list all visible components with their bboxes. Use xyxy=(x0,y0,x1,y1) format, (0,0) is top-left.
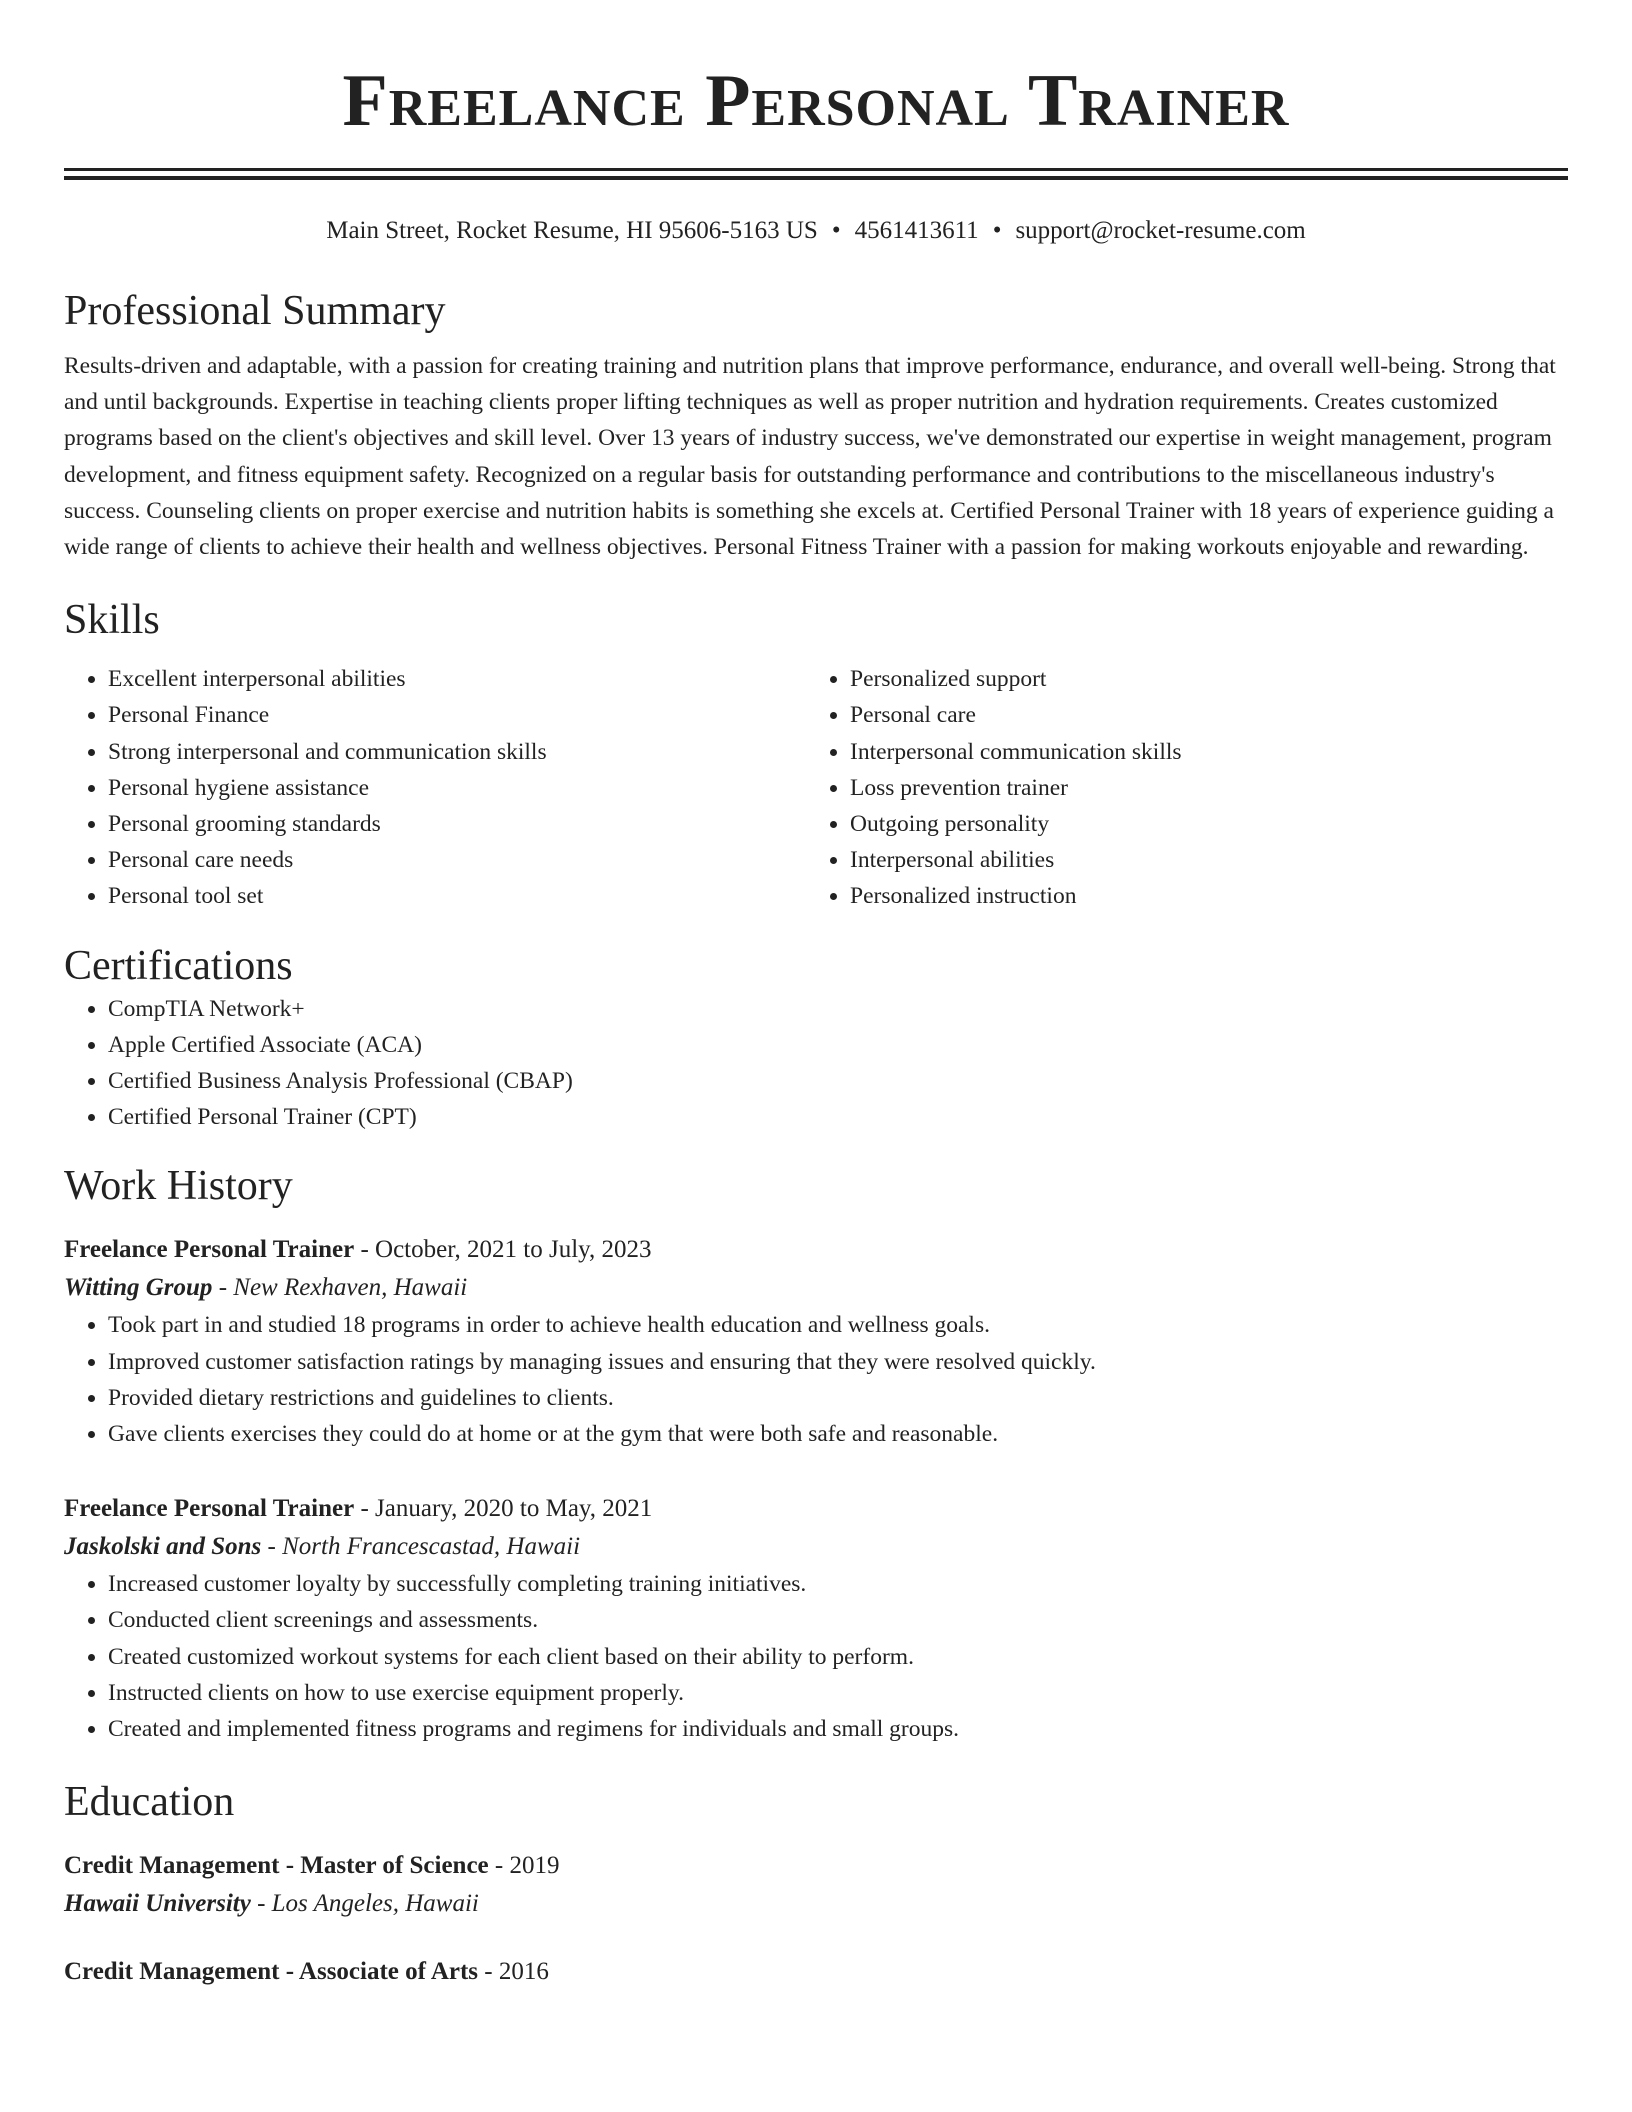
skill-item: • Personal tool set xyxy=(108,878,806,914)
certification-item: • Certified Personal Trainer (CPT) xyxy=(108,1099,1568,1135)
skill-item: • Personal grooming standards xyxy=(108,806,806,842)
skills-left-column xyxy=(64,661,806,914)
summary-text: Results-driven and adaptable, with a passion for creating training and nutrition plans that improve performance, endurance, and overall well-being. Strong that and until backgrounds. Expertise in teaching clients proper lifting techniques as well as proper nutrition and hydration requirements. Creates customized programs based on the client's objectives and skill level. Over 13 years of industry success, we've demonstrated our expertise in weight management, program development, and fitness equipment safety. Recognized on a regular basis for outstanding performance and contributions to the miscellaneous industry's success. Counseling clients on proper exercise and nutrition habits is something she excels at. Certified Personal Trainer with 18 years of experience guiding a wide range of clients to achieve their health and wellness objectives. Personal Fitness Trainer with a passion for making workouts enjoyable and rewarding. xyxy=(64,353,1556,561)
certifications-heading: Certifications xyxy=(64,942,293,989)
education-degree: Credit Management - Associate of Arts xyxy=(64,1958,479,1986)
job-header xyxy=(64,1490,1568,1528)
job-header xyxy=(64,1231,1568,1269)
contact-line xyxy=(64,216,1568,246)
contact-separator: • xyxy=(992,217,1002,244)
contact-email: support@rocket-resume.com xyxy=(1015,217,1306,244)
contact-separator: • xyxy=(831,217,841,244)
skills-columns xyxy=(64,661,1568,914)
skill-item: • Outgoing personality xyxy=(850,806,1548,842)
job-dash: - xyxy=(354,1495,376,1523)
skill-item: • Personal Finance xyxy=(108,697,806,733)
contact-phone: 4561413611 xyxy=(854,217,979,244)
skill-item: • Personal care xyxy=(850,697,1548,733)
job-duties-list xyxy=(64,1566,1568,1747)
job-duty: • Increased customer loyalty by successfully completing training initiatives. xyxy=(108,1566,1568,1602)
education-institution xyxy=(64,1885,1568,1923)
skills-right-column xyxy=(806,661,1548,914)
skills-heading: Skills xyxy=(64,597,160,644)
job-duty: • Instructed clients on how to use exercise equipment properly. xyxy=(108,1675,1568,1711)
skill-item: • Excellent interpersonal abilities xyxy=(108,661,806,697)
skill-item: • Personalized instruction xyxy=(850,878,1548,914)
education-dash: - xyxy=(250,1890,272,1918)
skill-item: • Personal hygiene assistance xyxy=(108,770,806,806)
certification-item: • CompTIA Network+ xyxy=(108,991,1568,1027)
job-duty: • Conducted client screenings and assessments. xyxy=(108,1602,1568,1638)
skill-item: • Loss prevention trainer xyxy=(850,770,1548,806)
education-dash: - xyxy=(488,1852,510,1880)
education-entry xyxy=(64,1953,1568,1991)
job-duties-list xyxy=(64,1307,1568,1452)
skill-item: • Interpersonal abilities xyxy=(850,842,1548,878)
skill-item: • Interpersonal communication skills xyxy=(850,734,1548,770)
skills-right-list xyxy=(806,661,1548,914)
education-degree: Credit Management - Master of Science xyxy=(64,1852,489,1880)
job-role: Freelance Personal Trainer xyxy=(64,1495,355,1523)
skills-left-list xyxy=(64,661,806,914)
job-role: Freelance Personal Trainer xyxy=(64,1236,355,1264)
job-location: New Rexhaven, Hawaii xyxy=(233,1274,468,1302)
job-dates: October, 2021 to July, 2023 xyxy=(375,1236,652,1264)
skill-item: • Personalized support xyxy=(850,661,1548,697)
certification-item: • Certified Business Analysis Professional (CBAP) xyxy=(108,1063,1568,1099)
work-history-heading: Work History xyxy=(64,1163,293,1210)
education-heading: Education xyxy=(64,1779,235,1826)
education-year: 2019 xyxy=(509,1852,560,1880)
job-dash: - xyxy=(354,1236,376,1264)
page-title: Freelance Personal Trainer xyxy=(342,60,1290,142)
education-header xyxy=(64,1847,1568,1885)
job-duty: • Took part in and studied 18 programs in order to achieve health education and wellness goals. xyxy=(108,1307,1568,1343)
job-dash: - xyxy=(212,1274,234,1302)
job-employer xyxy=(64,1528,1568,1566)
job-entry xyxy=(64,1231,1568,1452)
education-header xyxy=(64,1953,1568,1991)
contact-address: Main Street, Rocket Resume, HI 95606-5163 US xyxy=(326,217,818,244)
job-entry xyxy=(64,1490,1568,1747)
summary-heading: Professional Summary xyxy=(64,288,446,334)
job-duty: • Created and implemented fitness programs and regimens for individuals and small groups. xyxy=(108,1711,1568,1747)
education-entry xyxy=(64,1847,1568,1923)
education-school: Hawaii University xyxy=(64,1890,251,1918)
job-duty: • Created customized workout systems for each client based on their ability to perform. xyxy=(108,1639,1568,1675)
job-duty: • Gave clients exercises they could do at home or at the gym that were both safe and reasonable. xyxy=(108,1416,1568,1452)
job-dash: - xyxy=(261,1533,283,1561)
certifications-list xyxy=(64,991,1568,1136)
job-employer xyxy=(64,1269,1568,1307)
job-company: Jaskolski and Sons xyxy=(64,1533,262,1561)
job-company: Witting Group xyxy=(64,1274,213,1302)
job-dates: January, 2020 to May, 2021 xyxy=(375,1495,653,1523)
title-double-rule xyxy=(64,168,1568,180)
education-year: 2016 xyxy=(498,1958,549,1986)
skill-item: • Strong interpersonal and communication skills xyxy=(108,734,806,770)
job-duty: • Improved customer satisfaction ratings by managing issues and ensuring that they were resolved quickly. xyxy=(108,1344,1568,1380)
certification-item: • Apple Certified Associate (ACA) xyxy=(108,1027,1568,1063)
education-location: Los Angeles, Hawaii xyxy=(271,1890,479,1918)
job-duty: • Provided dietary restrictions and guidelines to clients. xyxy=(108,1380,1568,1416)
education-dash: - xyxy=(478,1958,499,1986)
job-location: North Francescastad, Hawaii xyxy=(282,1533,581,1561)
skill-item: • Personal care needs xyxy=(108,842,806,878)
